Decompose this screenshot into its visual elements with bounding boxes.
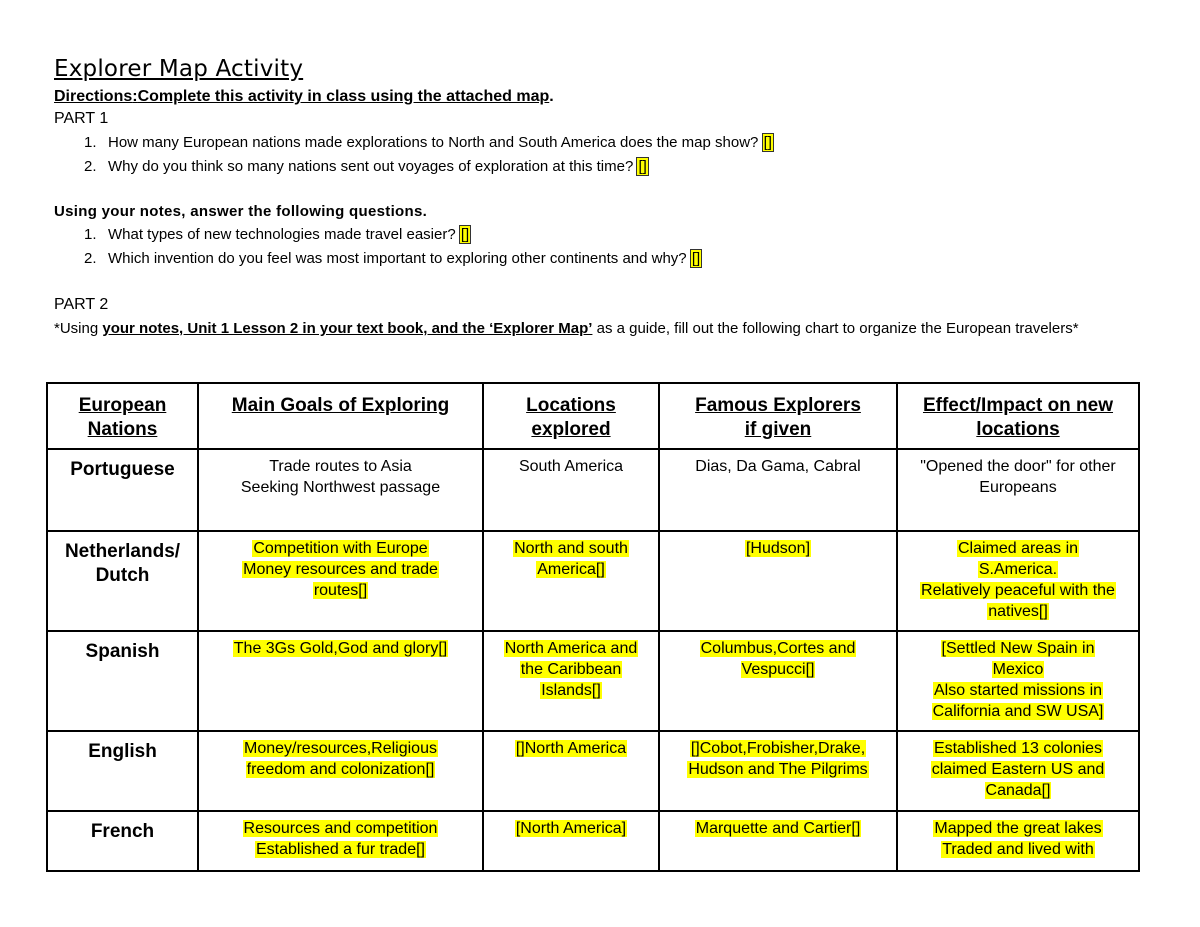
nation-cell bbox=[47, 631, 198, 731]
cell-text: routes[] bbox=[313, 582, 368, 599]
cell-text: [Settled New Spain in bbox=[941, 640, 1095, 657]
cell-text: []North America bbox=[515, 740, 627, 757]
header-nations: European Nations bbox=[47, 383, 198, 449]
cell-text-line bbox=[902, 477, 1134, 498]
cell-text-line bbox=[664, 818, 892, 839]
cell-text-line bbox=[664, 659, 892, 680]
cell-text: Marquette and Cartier[] bbox=[695, 820, 861, 837]
cell-text-line bbox=[902, 818, 1134, 839]
part2-bold: your notes, Unit 1 Lesson 2 in your text book, and the ‘Explorer Map’ bbox=[102, 320, 593, 337]
cell-text: America[] bbox=[537, 561, 605, 578]
explorers-cell[interactable] bbox=[659, 531, 897, 631]
table-row bbox=[47, 811, 1139, 871]
cell-text: Mapped the great lakes bbox=[934, 820, 1102, 837]
cell-text-line bbox=[902, 456, 1134, 477]
cell-text: The 3Gs Gold,God and glory[] bbox=[233, 640, 448, 657]
locations-cell[interactable] bbox=[483, 449, 659, 531]
cell-text-line bbox=[488, 818, 654, 839]
cell-text-line bbox=[203, 538, 478, 559]
table-row bbox=[47, 531, 1139, 631]
cell-text-line bbox=[902, 839, 1134, 860]
directions-label: Directions bbox=[54, 88, 133, 105]
cell-text: [Hudson] bbox=[745, 540, 811, 557]
impact-cell[interactable] bbox=[897, 811, 1139, 871]
question-number: 1. bbox=[84, 134, 97, 151]
cell-text: Hudson and The Pilgrims bbox=[688, 761, 868, 778]
cell-text: Established 13 colonies bbox=[933, 740, 1103, 757]
cell-text: Columbus,Cortes and bbox=[700, 640, 856, 657]
cell-text-line bbox=[203, 559, 478, 580]
page-title: Explorer Map Activity bbox=[54, 56, 304, 82]
cell-text-line bbox=[902, 638, 1134, 659]
question-text: Which invention do you feel was most important to exploring other continents and why? bbox=[108, 250, 687, 267]
chart-body bbox=[47, 449, 1139, 871]
part1-question-1 bbox=[84, 134, 773, 151]
locations-cell[interactable] bbox=[483, 631, 659, 731]
table-row bbox=[47, 731, 1139, 811]
directions-text: Complete this activity in class using the attached map bbox=[137, 88, 550, 105]
cell-text-line bbox=[203, 738, 478, 759]
notes-heading: Using your notes, answer the following questions. bbox=[54, 203, 428, 220]
part1-label: PART 1 bbox=[54, 110, 109, 127]
explorers-cell[interactable] bbox=[659, 449, 897, 531]
goals-cell[interactable] bbox=[198, 531, 483, 631]
impact-cell[interactable] bbox=[897, 449, 1139, 531]
cell-text-line bbox=[203, 477, 478, 498]
part2-instructions bbox=[54, 318, 1144, 339]
goals-cell[interactable] bbox=[198, 811, 483, 871]
goals-cell[interactable] bbox=[198, 449, 483, 531]
cell-text: Islands[] bbox=[541, 682, 601, 699]
directions bbox=[54, 88, 554, 106]
cell-text: Spanish bbox=[85, 641, 160, 662]
cell-text-line bbox=[52, 820, 193, 844]
cell-text: North and south bbox=[514, 540, 628, 557]
header-locations: Locations explored bbox=[483, 383, 659, 449]
impact-cell[interactable] bbox=[897, 731, 1139, 811]
question-text: Why do you think so many nations sent out voyages of exploration at this time? bbox=[108, 158, 634, 175]
nation-cell bbox=[47, 449, 198, 531]
question-text: How many European nations made explorations to North and South America does the map show? bbox=[108, 134, 759, 151]
cell-text: South America bbox=[518, 458, 624, 475]
cell-text: Europeans bbox=[979, 479, 1057, 496]
cell-text-line bbox=[203, 638, 478, 659]
cell-text: Mexico bbox=[992, 661, 1044, 678]
table-row bbox=[47, 449, 1139, 531]
answer-field[interactable]: [] bbox=[691, 250, 701, 267]
cell-text: Relatively peaceful with the bbox=[921, 582, 1115, 599]
cell-text-line bbox=[203, 839, 478, 860]
explorer-chart bbox=[46, 382, 1140, 872]
cell-text-line bbox=[664, 538, 892, 559]
cell-text-line bbox=[902, 659, 1134, 680]
cell-text: Dutch bbox=[95, 565, 150, 586]
cell-text: "Opened the door" for other bbox=[920, 458, 1116, 475]
directions-end: . bbox=[549, 88, 554, 105]
cell-text: natives[] bbox=[988, 603, 1048, 620]
cell-text-line bbox=[664, 456, 892, 477]
directions-colon: : bbox=[132, 88, 138, 105]
cell-text: Vespucci[] bbox=[741, 661, 815, 678]
cell-text-line bbox=[203, 759, 478, 780]
nation-cell bbox=[47, 531, 198, 631]
cell-text-line bbox=[488, 738, 654, 759]
answer-field[interactable]: [] bbox=[638, 158, 647, 175]
question-number: 1. bbox=[84, 226, 97, 243]
impact-cell[interactable] bbox=[897, 531, 1139, 631]
part1-question-2 bbox=[84, 158, 648, 175]
notes-question-2 bbox=[84, 250, 701, 267]
cell-text-line bbox=[902, 701, 1134, 722]
cell-text-line bbox=[902, 738, 1134, 759]
cell-text-line bbox=[52, 564, 193, 588]
cell-text: French bbox=[90, 821, 155, 842]
cell-text: North America and bbox=[504, 640, 638, 657]
cell-text: California and SW USA] bbox=[932, 703, 1104, 720]
cell-text-line bbox=[902, 601, 1134, 622]
cell-text-line bbox=[488, 638, 654, 659]
question-text: What types of new technologies made travel easier? bbox=[108, 226, 456, 243]
cell-text: Portuguese bbox=[70, 459, 175, 480]
cell-text: claimed Eastern US and bbox=[931, 761, 1105, 778]
cell-text: Resources and competition bbox=[243, 820, 438, 837]
goals-cell[interactable] bbox=[198, 631, 483, 731]
cell-text-line bbox=[488, 538, 654, 559]
cell-text-line bbox=[488, 456, 654, 477]
cell-text: Established a fur trade[] bbox=[256, 841, 425, 858]
table-row bbox=[47, 631, 1139, 731]
cell-text-line bbox=[203, 580, 478, 601]
nation-cell bbox=[47, 811, 198, 871]
cell-text: the Caribbean bbox=[520, 661, 622, 678]
cell-text: Money/resources,Religious bbox=[244, 740, 437, 757]
cell-text-line bbox=[203, 818, 478, 839]
explorers-cell[interactable] bbox=[659, 631, 897, 731]
cell-text: S.America. bbox=[978, 561, 1058, 578]
notes-question-1 bbox=[84, 226, 470, 243]
answer-field[interactable]: [] bbox=[763, 134, 772, 151]
part2-suffix: as a guide, fill out the following chart to organize the European travelers* bbox=[592, 320, 1079, 337]
answer-field[interactable]: [] bbox=[460, 226, 470, 243]
locations-cell[interactable] bbox=[483, 811, 659, 871]
cell-text-line bbox=[488, 559, 654, 580]
cell-text-line bbox=[664, 759, 892, 780]
cell-text-line bbox=[52, 740, 193, 764]
cell-text: Seeking Northwest passage bbox=[240, 479, 441, 496]
cell-text-line bbox=[664, 738, 892, 759]
explorers-cell[interactable] bbox=[659, 731, 897, 811]
cell-text: Competition with Europe bbox=[253, 540, 428, 557]
goals-cell[interactable] bbox=[198, 731, 483, 811]
cell-text: [North America] bbox=[515, 820, 627, 837]
cell-text-line bbox=[488, 659, 654, 680]
header-explorers: Famous Explorers if given bbox=[659, 383, 897, 449]
cell-text: English bbox=[88, 741, 157, 762]
cell-text-line bbox=[902, 759, 1134, 780]
header-impact: Effect/Impact on new locations bbox=[897, 383, 1139, 449]
cell-text: Trade routes to Asia bbox=[269, 458, 412, 475]
question-number: 2. bbox=[84, 158, 97, 175]
nation-cell bbox=[47, 731, 198, 811]
cell-text-line bbox=[52, 640, 193, 664]
cell-text: Netherlands/ bbox=[64, 541, 181, 562]
cell-text: Also started missions in bbox=[933, 682, 1103, 699]
question-number: 2. bbox=[84, 250, 97, 267]
cell-text-line bbox=[203, 456, 478, 477]
cell-text-line bbox=[664, 638, 892, 659]
cell-text-line bbox=[52, 458, 193, 482]
header-goals: Main Goals of Exploring bbox=[198, 383, 483, 449]
cell-text-line bbox=[902, 680, 1134, 701]
cell-text-line bbox=[902, 580, 1134, 601]
part2-label: PART 2 bbox=[54, 296, 109, 313]
cell-text: Traded and lived with bbox=[942, 841, 1094, 858]
cell-text: freedom and colonization[] bbox=[246, 761, 435, 778]
cell-text-line bbox=[902, 538, 1134, 559]
cell-text-line bbox=[52, 540, 193, 564]
cell-text: Dias, Da Gama, Cabral bbox=[695, 458, 861, 475]
header-row bbox=[47, 383, 1139, 449]
cell-text: Money resources and trade bbox=[243, 561, 438, 578]
cell-text-line bbox=[488, 680, 654, 701]
explorers-cell[interactable] bbox=[659, 811, 897, 871]
cell-text-line bbox=[902, 780, 1134, 801]
locations-cell[interactable] bbox=[483, 531, 659, 631]
cell-text: []Cobot,Frobisher,Drake, bbox=[690, 740, 866, 757]
cell-text: Claimed areas in bbox=[957, 540, 1079, 557]
impact-cell[interactable] bbox=[897, 631, 1139, 731]
locations-cell[interactable] bbox=[483, 731, 659, 811]
part2-prefix: *Using bbox=[54, 320, 103, 337]
cell-text-line bbox=[902, 559, 1134, 580]
cell-text: Canada[] bbox=[985, 782, 1051, 799]
